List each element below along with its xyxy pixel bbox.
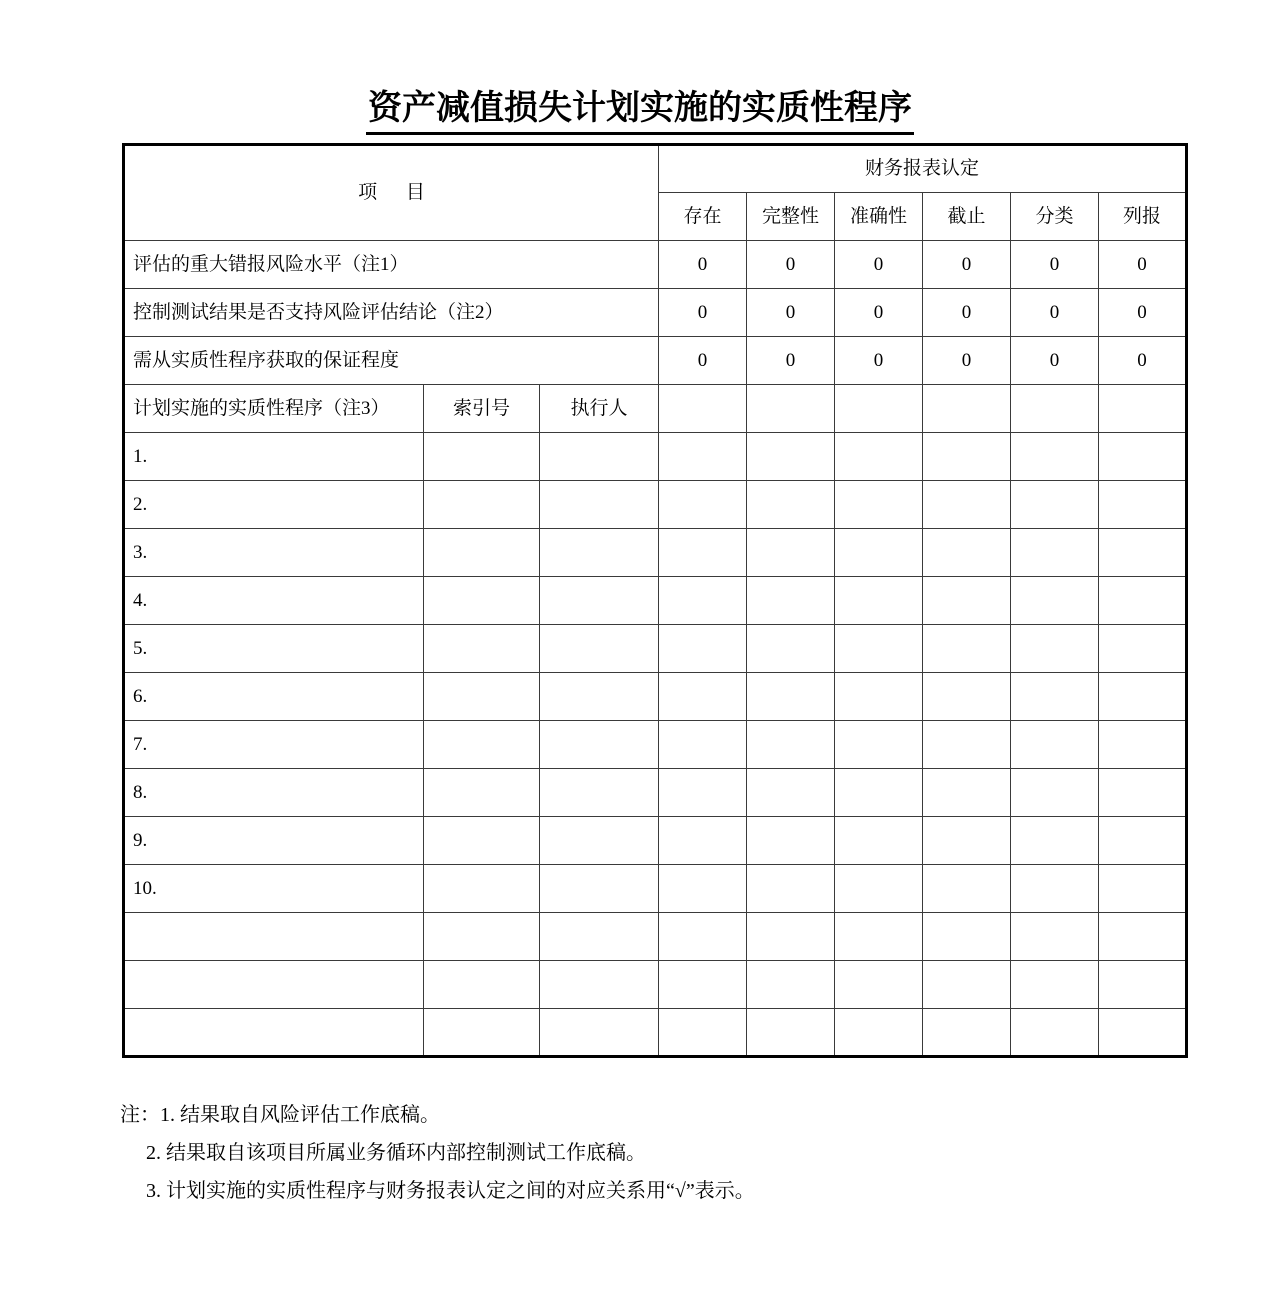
procedure-assertion-cell[interactable] (659, 433, 747, 481)
cell-value[interactable]: 0 (1099, 289, 1187, 337)
procedure-index-no[interactable] (424, 625, 540, 673)
cell-value[interactable]: 0 (923, 241, 1011, 289)
procedure-performer[interactable] (540, 433, 659, 481)
procedure-row (124, 721, 1187, 769)
procedure-assertion-cell[interactable] (1011, 529, 1099, 577)
procedure-header-row (124, 385, 1187, 433)
procedure-row (124, 481, 1187, 529)
procedure-assertion-cell[interactable] (923, 865, 1011, 913)
procedure-assertion-cell[interactable] (1099, 433, 1187, 481)
procedure-assertion-cell[interactable] (1011, 865, 1099, 913)
substantive-procedures-table (122, 143, 1188, 1058)
cell-value[interactable]: 0 (1011, 289, 1099, 337)
procedure-assertion-cell[interactable] (659, 481, 747, 529)
procedure-assertion-cell[interactable] (835, 529, 923, 577)
procedure-number[interactable]: 3. (124, 529, 424, 577)
procedure-assertion-cell[interactable] (835, 817, 923, 865)
procedure-row (124, 769, 1187, 817)
procedure-number[interactable]: 6. (124, 673, 424, 721)
procedure-assertion-cell[interactable] (1011, 481, 1099, 529)
procedure-performer[interactable] (540, 865, 659, 913)
procedure-index-no[interactable] (424, 913, 540, 961)
procedure-assertion-cell[interactable] (659, 625, 747, 673)
procedure-number[interactable]: 2. (124, 481, 424, 529)
procedure-assertion-cell[interactable] (923, 913, 1011, 961)
procedure-index-no[interactable] (424, 529, 540, 577)
procedure-assertion-cell[interactable] (747, 961, 835, 1009)
procedure-assertion-cell[interactable] (835, 913, 923, 961)
procedure-performer[interactable] (540, 529, 659, 577)
cell-value[interactable]: 0 (835, 289, 923, 337)
cell-empty[interactable] (659, 385, 747, 433)
procedure-assertion-cell[interactable] (1099, 769, 1187, 817)
procedure-assertion-cell[interactable] (1011, 577, 1099, 625)
procedure-assertion-cell[interactable] (747, 913, 835, 961)
procedure-performer[interactable] (540, 577, 659, 625)
procedure-assertion-cell[interactable] (747, 481, 835, 529)
cell-value[interactable]: 0 (747, 241, 835, 289)
item-column-header: 项 目 (124, 145, 659, 241)
assertions-group-header: 财务报表认定 (659, 145, 1187, 193)
procedure-assertion-cell[interactable] (1099, 721, 1187, 769)
procedure-assertion-cell[interactable] (659, 913, 747, 961)
procedure-performer[interactable] (540, 961, 659, 1009)
cell-value[interactable]: 0 (747, 289, 835, 337)
procedure-assertion-cell[interactable] (835, 1009, 923, 1057)
procedure-assertion-cell[interactable] (1099, 673, 1187, 721)
procedure-row (124, 817, 1187, 865)
procedure-assertion-cell[interactable] (659, 673, 747, 721)
cell-empty[interactable] (835, 385, 923, 433)
procedure-assertion-cell[interactable] (747, 529, 835, 577)
cell-value[interactable]: 0 (835, 337, 923, 385)
procedure-assertion-cell[interactable] (835, 481, 923, 529)
procedure-assertion-cell[interactable] (747, 1009, 835, 1057)
procedure-assertion-cell[interactable] (1099, 1009, 1187, 1057)
procedure-row (124, 577, 1187, 625)
index-no-column-header: 索引号 (424, 385, 540, 433)
procedure-assertion-cell[interactable] (1011, 769, 1099, 817)
procedure-assertion-cell[interactable] (1011, 817, 1099, 865)
procedure-assertion-cell[interactable] (923, 481, 1011, 529)
procedure-assertion-cell[interactable] (835, 625, 923, 673)
procedure-performer[interactable] (540, 913, 659, 961)
procedure-number[interactable] (124, 1009, 424, 1057)
assertion-header-classification: 分类 (1011, 193, 1099, 241)
procedure-assertion-cell[interactable] (923, 817, 1011, 865)
cell-empty[interactable] (747, 385, 835, 433)
procedure-assertion-cell[interactable] (747, 865, 835, 913)
row-label-risk-level: 评估的重大错报风险水平（注1） (124, 241, 659, 289)
procedure-number[interactable]: 5. (124, 625, 424, 673)
procedure-assertion-cell[interactable] (835, 721, 923, 769)
procedure-index-no[interactable] (424, 673, 540, 721)
procedure-index-no[interactable] (424, 865, 540, 913)
performer-column-header: 执行人 (540, 385, 659, 433)
procedure-assertion-cell[interactable] (923, 529, 1011, 577)
procedure-assertion-cell[interactable] (659, 817, 747, 865)
cell-empty[interactable] (1099, 385, 1187, 433)
procedure-assertion-cell[interactable] (1011, 625, 1099, 673)
procedure-number[interactable]: 10. (124, 865, 424, 913)
procedure-index-no[interactable] (424, 577, 540, 625)
cell-value[interactable]: 0 (1011, 337, 1099, 385)
procedure-row (124, 529, 1187, 577)
procedure-index-no[interactable] (424, 481, 540, 529)
procedure-assertion-cell[interactable] (1011, 433, 1099, 481)
procedure-performer[interactable] (540, 1009, 659, 1057)
procedure-number[interactable] (124, 961, 424, 1009)
cell-value[interactable]: 0 (923, 289, 1011, 337)
procedure-assertion-cell[interactable] (659, 577, 747, 625)
assertion-header-completeness: 完整性 (747, 193, 835, 241)
footnote-1: 注：1. 结果取自风险评估工作底稿。 (120, 1104, 440, 1126)
table-row (124, 289, 1187, 337)
assertion-header-presentation: 列报 (1099, 193, 1187, 241)
cell-value[interactable]: 0 (1099, 337, 1187, 385)
cell-empty[interactable] (1011, 385, 1099, 433)
procedure-performer[interactable] (540, 817, 659, 865)
assertion-header-existence: 存在 (659, 193, 747, 241)
procedure-assertion-cell[interactable] (1099, 481, 1187, 529)
footnote-2: 2. 结果取自该项目所属业务循环内部控制测试工作底稿。 (146, 1142, 646, 1164)
procedure-assertion-cell[interactable] (835, 961, 923, 1009)
cell-value[interactable]: 0 (1011, 241, 1099, 289)
procedure-assertion-cell[interactable] (923, 769, 1011, 817)
procedure-assertion-cell[interactable] (923, 625, 1011, 673)
procedure-index-no[interactable] (424, 433, 540, 481)
procedure-assertion-cell[interactable] (923, 1009, 1011, 1057)
procedure-assertion-cell[interactable] (923, 433, 1011, 481)
procedure-assertion-cell[interactable] (659, 961, 747, 1009)
assertion-header-accuracy: 准确性 (835, 193, 923, 241)
procedure-assertion-cell[interactable] (747, 673, 835, 721)
procedure-assertion-cell[interactable] (1099, 529, 1187, 577)
page-title (0, 88, 1280, 135)
procedure-assertion-cell[interactable] (747, 433, 835, 481)
cell-value[interactable]: 0 (659, 241, 747, 289)
procedure-number[interactable]: 1. (124, 433, 424, 481)
procedure-assertion-cell[interactable] (1099, 961, 1187, 1009)
procedure-number[interactable]: 8. (124, 769, 424, 817)
cell-value[interactable]: 0 (659, 337, 747, 385)
row-label-assurance-level: 需从实质性程序获取的保证程度 (124, 337, 659, 385)
procedure-assertion-cell[interactable] (1099, 817, 1187, 865)
cell-value[interactable]: 0 (747, 337, 835, 385)
procedure-row (124, 961, 1187, 1009)
procedure-row (124, 433, 1187, 481)
table-row (124, 337, 1187, 385)
procedure-performer[interactable] (540, 721, 659, 769)
procedure-performer[interactable] (540, 625, 659, 673)
procedure-column-header: 计划实施的实质性程序（注3） (124, 385, 424, 433)
procedure-assertion-cell[interactable] (923, 673, 1011, 721)
procedure-assertion-cell[interactable] (923, 577, 1011, 625)
procedure-assertion-cell[interactable] (659, 529, 747, 577)
procedure-assertion-cell[interactable] (1099, 577, 1187, 625)
cell-value[interactable]: 0 (659, 289, 747, 337)
footnotes (120, 1096, 1120, 1210)
cell-value[interactable]: 0 (835, 241, 923, 289)
procedure-assertion-cell[interactable] (747, 721, 835, 769)
procedure-number[interactable]: 9. (124, 817, 424, 865)
procedure-assertion-cell[interactable] (747, 577, 835, 625)
procedure-assertion-cell[interactable] (659, 1009, 747, 1057)
procedure-assertion-cell[interactable] (659, 721, 747, 769)
procedure-assertion-cell[interactable] (659, 865, 747, 913)
procedure-number[interactable]: 4. (124, 577, 424, 625)
table-header-row-top (124, 145, 1187, 193)
procedure-row (124, 913, 1187, 961)
procedure-number[interactable]: 7. (124, 721, 424, 769)
procedure-assertion-cell[interactable] (835, 865, 923, 913)
procedure-row (124, 1009, 1187, 1057)
procedure-assertion-cell[interactable] (835, 433, 923, 481)
procedure-assertion-cell[interactable] (747, 817, 835, 865)
procedure-row (124, 625, 1187, 673)
procedure-assertion-cell[interactable] (1011, 673, 1099, 721)
procedure-assertion-cell[interactable] (659, 769, 747, 817)
cell-value[interactable]: 0 (923, 337, 1011, 385)
procedure-performer[interactable] (540, 769, 659, 817)
procedure-index-no[interactable] (424, 769, 540, 817)
procedure-assertion-cell[interactable] (923, 721, 1011, 769)
procedure-index-no[interactable] (424, 721, 540, 769)
procedure-assertion-cell[interactable] (835, 769, 923, 817)
procedure-row (124, 673, 1187, 721)
procedure-performer[interactable] (540, 673, 659, 721)
page-title-text: 资产减值损失计划实施的实质性程序 (366, 88, 914, 135)
assertion-header-cutoff: 截止 (923, 193, 1011, 241)
cell-empty[interactable] (923, 385, 1011, 433)
procedure-assertion-cell[interactable] (1099, 625, 1187, 673)
procedure-assertion-cell[interactable] (747, 625, 835, 673)
procedure-assertion-cell[interactable] (923, 961, 1011, 1009)
procedure-row (124, 865, 1187, 913)
table-row (124, 241, 1187, 289)
procedure-assertion-cell[interactable] (1011, 961, 1099, 1009)
footnote-3: 3. 计划实施的实质性程序与财务报表认定之间的对应关系用“√”表示。 (146, 1180, 755, 1202)
row-label-control-test: 控制测试结果是否支持风险评估结论（注2） (124, 289, 659, 337)
procedure-assertion-cell[interactable] (1011, 1009, 1099, 1057)
procedure-index-no[interactable] (424, 817, 540, 865)
procedure-index-no[interactable] (424, 961, 540, 1009)
procedure-assertion-cell[interactable] (1099, 913, 1187, 961)
procedure-number[interactable] (124, 913, 424, 961)
procedure-performer[interactable] (540, 481, 659, 529)
procedure-index-no[interactable] (424, 1009, 540, 1057)
procedure-assertion-cell[interactable] (747, 769, 835, 817)
procedure-assertion-cell[interactable] (835, 673, 923, 721)
cell-value[interactable]: 0 (1099, 241, 1187, 289)
procedure-assertion-cell[interactable] (1011, 721, 1099, 769)
procedure-assertion-cell[interactable] (1099, 865, 1187, 913)
procedure-assertion-cell[interactable] (835, 577, 923, 625)
procedure-assertion-cell[interactable] (1011, 913, 1099, 961)
